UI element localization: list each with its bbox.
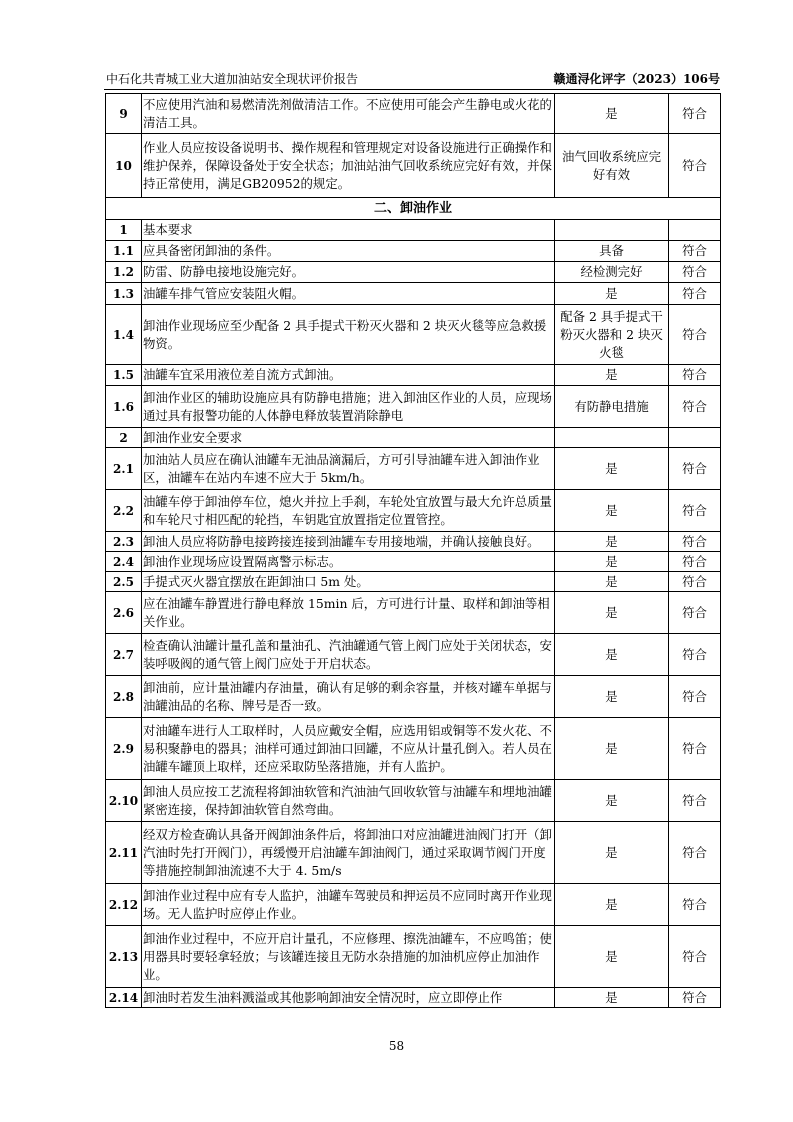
item-conclusion: 符合 [669,490,721,532]
table-row [106,988,721,1008]
item-content: 油罐车排气管应安装阻火帽。 [142,283,555,305]
item-number: 2.5 [106,572,142,592]
item-content: 卸油人员应按工艺流程将卸油软管和汽油油气回收软管与油罐车和埋地油罐紧密连接，保持卸油软管自然弯曲。 [142,780,555,822]
item-conclusion: 符合 [669,241,721,262]
item-number: 1.4 [106,305,142,365]
item-result: 是 [555,365,669,386]
item-result: 是 [555,532,669,552]
table-row [106,552,721,572]
item-conclusion: 符合 [669,822,721,884]
item-result: 是 [555,94,669,134]
item-conclusion: 符合 [669,94,721,134]
item-result: 是 [555,822,669,884]
item-number: 1.5 [106,365,142,386]
item-number: 1.6 [106,386,142,428]
item-content: 卸油前，应计量油罐内存油量，确认有足够的剩余容量，并核对罐车单据与油罐油品的名称、牌号是否一致。 [142,676,555,718]
item-number: 2.7 [106,634,142,676]
item-number: 2.2 [106,490,142,532]
item-number: 1.3 [106,283,142,305]
item-number: 9 [106,94,142,134]
item-content: 卸油作业现场应设置隔离警示标志。 [142,552,555,572]
item-conclusion: 符合 [669,718,721,780]
item-content: 应具备密闭卸油的条件。 [142,241,555,262]
item-content: 卸油人员应将防静电接跨接连接到油罐车专用接地端，并确认接触良好。 [142,532,555,552]
item-content: 基本要求 [142,220,555,241]
table-row [106,134,721,198]
table-row [106,220,721,241]
item-result: 是 [555,283,669,305]
table-row [106,241,721,262]
item-conclusion: 符合 [669,676,721,718]
item-content: 应在油罐车静置进行静电释放 15min 后，方可进行计量、取样和卸油等相关作业。 [142,592,555,634]
item-conclusion [669,220,721,241]
item-conclusion: 符合 [669,386,721,428]
item-number: 2.6 [106,592,142,634]
item-conclusion: 符合 [669,572,721,592]
item-content: 油罐车宜采用液位差自流方式卸油。 [142,365,555,386]
item-result: 是 [555,448,669,490]
item-conclusion: 符合 [669,448,721,490]
item-conclusion: 符合 [669,305,721,365]
item-number: 2.13 [106,926,142,988]
table-row [106,926,721,988]
table-row [106,676,721,718]
table-row [106,94,721,134]
page-number: 58 [388,1039,405,1053]
item-result [555,220,669,241]
item-result: 是 [555,490,669,532]
item-content: 卸油作业区的辅助设施应具有防静电措施；进入卸油区作业的人员，应现场通过具有报警功能的人体静电释放装置消除静电 [142,386,555,428]
item-content: 对油罐车进行人工取样时，人员应戴安全帽，应选用铝或铜等不发火花、不易积聚静电的器具；油样可通过卸油口回罐，不应从计量孔倒入。若人员在油罐车罐顶上取样，还应采取防坠落措施，并有人监护。 [142,718,555,780]
item-content: 手提式灭火器宜摆放在距卸油口 5m 处。 [142,572,555,592]
item-result: 具备 [555,241,669,262]
table-row [106,634,721,676]
item-result: 是 [555,676,669,718]
item-number: 2.8 [106,676,142,718]
item-result: 配备 2 具手提式干粉灭火器和 2 块灭火毯 [555,305,669,365]
item-number: 2.12 [106,884,142,926]
table-row [106,718,721,780]
item-content: 卸油时若发生油料溅溢或其他影响卸油安全情况时，应立即停止作 [142,988,555,1008]
table-row [106,780,721,822]
table-row [106,365,721,386]
item-content: 经双方检查确认具备开阀卸油条件后，将卸油口对应油罐进油阀门打开（卸汽油时先打开阀门），再缓慢开启油罐车卸油阀门，通过采取调节阀门开度等措施控制卸油流速不大于 4. 5m/s [142,822,555,884]
item-number: 10 [106,134,142,198]
section-row [106,198,721,220]
item-conclusion: 符合 [669,988,721,1008]
evaluation-table [105,93,721,1008]
table-row [106,386,721,428]
item-conclusion [669,428,721,448]
header-report-title: 中石化共青城工业大道加油站安全现状评价报告 [106,72,359,86]
item-number: 2 [106,428,142,448]
table-row [106,592,721,634]
item-number: 1.2 [106,262,142,283]
item-content: 卸油作业过程中，不应开启计量孔，不应修理、擦洗油罐车，不应鸣笛；使用器具时要轻拿轻放；与该罐连接且无防水杂措施的加油机应停止加油作业。 [142,926,555,988]
item-result: 有防静电措施 [555,386,669,428]
item-result [555,428,669,448]
evaluation-table-body [106,94,721,1008]
item-content: 防雷、防静电接地设施完好。 [142,262,555,283]
table-row [106,884,721,926]
item-result: 是 [555,572,669,592]
item-conclusion: 符合 [669,365,721,386]
item-result: 是 [555,592,669,634]
table-row [106,428,721,448]
item-conclusion: 符合 [669,552,721,572]
table-row [106,448,721,490]
item-content: 油罐车停于卸油停车位，熄火并拉上手刹，车轮处宜放置与最大允许总质量和车轮尺寸相匹配的轮挡，车钥匙宜放置指定位置管控。 [142,490,555,532]
item-content: 卸油作业现场应至少配备 2 具手提式干粉灭火器和 2 块灭火毯等应急救援物资。 [142,305,555,365]
table-row [106,262,721,283]
item-conclusion: 符合 [669,780,721,822]
table-row [106,490,721,532]
item-number: 2.10 [106,780,142,822]
item-content: 卸油作业过程中应有专人监护，油罐车驾驶员和押运员不应同时离开作业现场。无人监护时应停止作业。 [142,884,555,926]
item-result: 经检测完好 [555,262,669,283]
item-number: 2.3 [106,532,142,552]
item-result: 是 [555,884,669,926]
item-number: 2.14 [106,988,142,1008]
item-number: 2.4 [106,552,142,572]
item-result: 是 [555,718,669,780]
item-result: 是 [555,926,669,988]
item-result: 油气回收系统应完好有效 [555,134,669,198]
item-number: 1 [106,220,142,241]
table-row [106,283,721,305]
item-number: 2.11 [106,822,142,884]
table-row [106,572,721,592]
item-result: 是 [555,634,669,676]
item-conclusion: 符合 [669,532,721,552]
item-content: 作业人员应按设备说明书、操作规程和管理规定对设备设施进行正确操作和维护保养，保障设备处于安全状态；加油站油气回收系统应完好有效，并保持正常使用，满足GB20952的规定。 [142,134,555,198]
item-conclusion: 符合 [669,592,721,634]
section-title: 二、卸油作业 [106,198,721,220]
item-result: 是 [555,552,669,572]
item-conclusion: 符合 [669,134,721,198]
table-row [106,305,721,365]
item-content: 不应使用汽油和易燃清洗剂做清洁工作。不应使用可能会产生静电或火花的清洁工具。 [142,94,555,134]
item-conclusion: 符合 [669,283,721,305]
table-row [106,822,721,884]
header-divider [104,89,720,90]
item-result: 是 [555,780,669,822]
item-result: 是 [555,988,669,1008]
item-content: 加油站人员应在确认油罐车无油品滴漏后，方可引导油罐车进入卸油作业区，油罐车在站内车速不应大于 5km/h。 [142,448,555,490]
table-row [106,532,721,552]
item-conclusion: 符合 [669,884,721,926]
item-number: 2.1 [106,448,142,490]
item-conclusion: 符合 [669,262,721,283]
item-content: 卸油作业安全要求 [142,428,555,448]
item-number: 1.1 [106,241,142,262]
item-number: 2.9 [106,718,142,780]
item-conclusion: 符合 [669,634,721,676]
header-report-number: 赣通浔化评字（2023）106号 [553,72,720,86]
item-content: 检查确认油罐计量孔盖和量油孔、汽油罐通气管上阀门应处于关闭状态，安装呼吸阀的通气管上阀门应处于开启状态。 [142,634,555,676]
item-conclusion: 符合 [669,926,721,988]
